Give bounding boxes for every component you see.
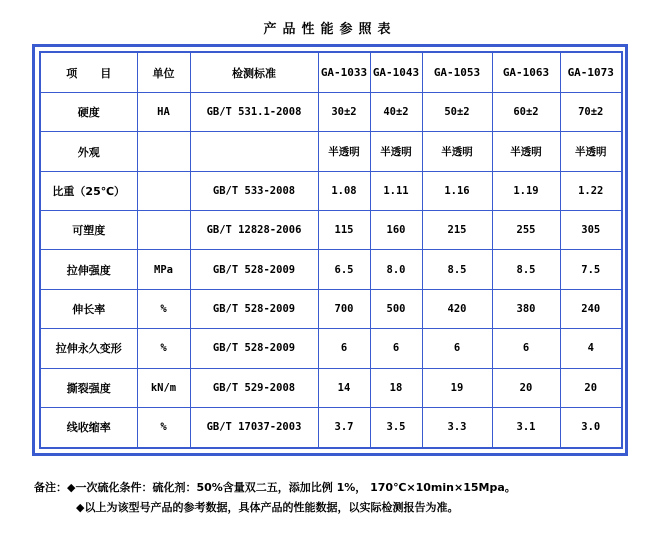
cell-standard: GB/T 528-2009 [190,329,318,368]
header-model: GA-1043 [370,52,422,93]
cell-value: 160 [370,211,422,250]
cell-item: 比重（25℃） [40,171,137,210]
cell-unit: % [137,329,190,368]
cell-item: 外观 [40,132,137,171]
cell-value: 3.7 [318,407,370,448]
cell-value: 6 [370,329,422,368]
cell-value: 60±2 [492,93,560,132]
cell-value: 半透明 [422,132,492,171]
cell-standard: GB/T 528-2009 [190,250,318,289]
table-frame [32,44,628,456]
note-line-2: ◆以上为该型号产品的参考数据，具体产品的性能数据，以实际检测报告为准。 [76,501,459,514]
cell-item: 线收缩率 [40,407,137,448]
cell-standard: GB/T 531.1-2008 [190,93,318,132]
cell-standard: GB/T 529-2008 [190,368,318,407]
cell-unit: % [137,289,190,328]
page-title: 产品性能参照表 [263,22,397,37]
cell-value: 70±2 [560,93,622,132]
cell-value: 3.1 [492,407,560,448]
spec-table [39,51,623,449]
header-model: GA-1063 [492,52,560,93]
cell-standard: GB/T 17037-2003 [190,407,318,448]
cell-value: 半透明 [370,132,422,171]
cell-value: 半透明 [492,132,560,171]
table-row [40,132,622,171]
cell-unit [137,132,190,171]
header-model: GA-1033 [318,52,370,93]
cell-unit: kN/m [137,368,190,407]
cell-unit: HA [137,93,190,132]
cell-value: 1.16 [422,171,492,210]
cell-value: 6 [318,329,370,368]
cell-value: 14 [318,368,370,407]
cell-value: 50±2 [422,93,492,132]
cell-value: 700 [318,289,370,328]
cell-unit [137,211,190,250]
note-line-1: 备注：◆一次硫化条件：硫化剂：50%含量双二五，添加比例 1%， 170℃×10min×15Mpa。 [34,481,516,494]
cell-value: 4 [560,329,622,368]
table-row [40,407,622,448]
cell-value: 3.5 [370,407,422,448]
cell-value: 半透明 [560,132,622,171]
header-item: 项 目 [40,52,137,93]
cell-value: 1.08 [318,171,370,210]
cell-value: 20 [492,368,560,407]
cell-value: 500 [370,289,422,328]
cell-value: 3.0 [560,407,622,448]
cell-unit: MPa [137,250,190,289]
cell-value: 420 [422,289,492,328]
cell-unit [137,171,190,210]
table-row [40,211,622,250]
cell-value: 30±2 [318,93,370,132]
cell-value: 18 [370,368,422,407]
cell-item: 可塑度 [40,211,137,250]
cell-unit: % [137,407,190,448]
cell-item: 撕裂强度 [40,368,137,407]
cell-value: 1.22 [560,171,622,210]
table-row [40,368,622,407]
cell-item: 拉伸永久变形 [40,329,137,368]
cell-value: 8.0 [370,250,422,289]
cell-value: 8.5 [492,250,560,289]
cell-value: 半透明 [318,132,370,171]
cell-value: 6 [492,329,560,368]
cell-value: 240 [560,289,622,328]
header-row [40,52,622,93]
cell-value: 1.11 [370,171,422,210]
notes [34,478,516,518]
table-row [40,250,622,289]
cell-value: 3.3 [422,407,492,448]
cell-value: 1.19 [492,171,560,210]
cell-standard: GB/T 12828-2006 [190,211,318,250]
cell-value: 19 [422,368,492,407]
cell-value: 255 [492,211,560,250]
cell-standard: GB/T 533-2008 [190,171,318,210]
table-row [40,289,622,328]
header-model: GA-1053 [422,52,492,93]
header-standard: 检测标准 [190,52,318,93]
header-model: GA-1073 [560,52,622,93]
table-row [40,171,622,210]
cell-value: 6.5 [318,250,370,289]
table-row [40,93,622,132]
cell-item: 拉伸强度 [40,250,137,289]
table-row [40,329,622,368]
cell-value: 6 [422,329,492,368]
cell-standard [190,132,318,171]
cell-standard: GB/T 528-2009 [190,289,318,328]
cell-value: 115 [318,211,370,250]
cell-value: 215 [422,211,492,250]
cell-value: 20 [560,368,622,407]
cell-value: 380 [492,289,560,328]
cell-value: 305 [560,211,622,250]
cell-value: 7.5 [560,250,622,289]
cell-item: 硬度 [40,93,137,132]
header-unit: 单位 [137,52,190,93]
cell-value: 40±2 [370,93,422,132]
cell-value: 8.5 [422,250,492,289]
cell-item: 伸长率 [40,289,137,328]
